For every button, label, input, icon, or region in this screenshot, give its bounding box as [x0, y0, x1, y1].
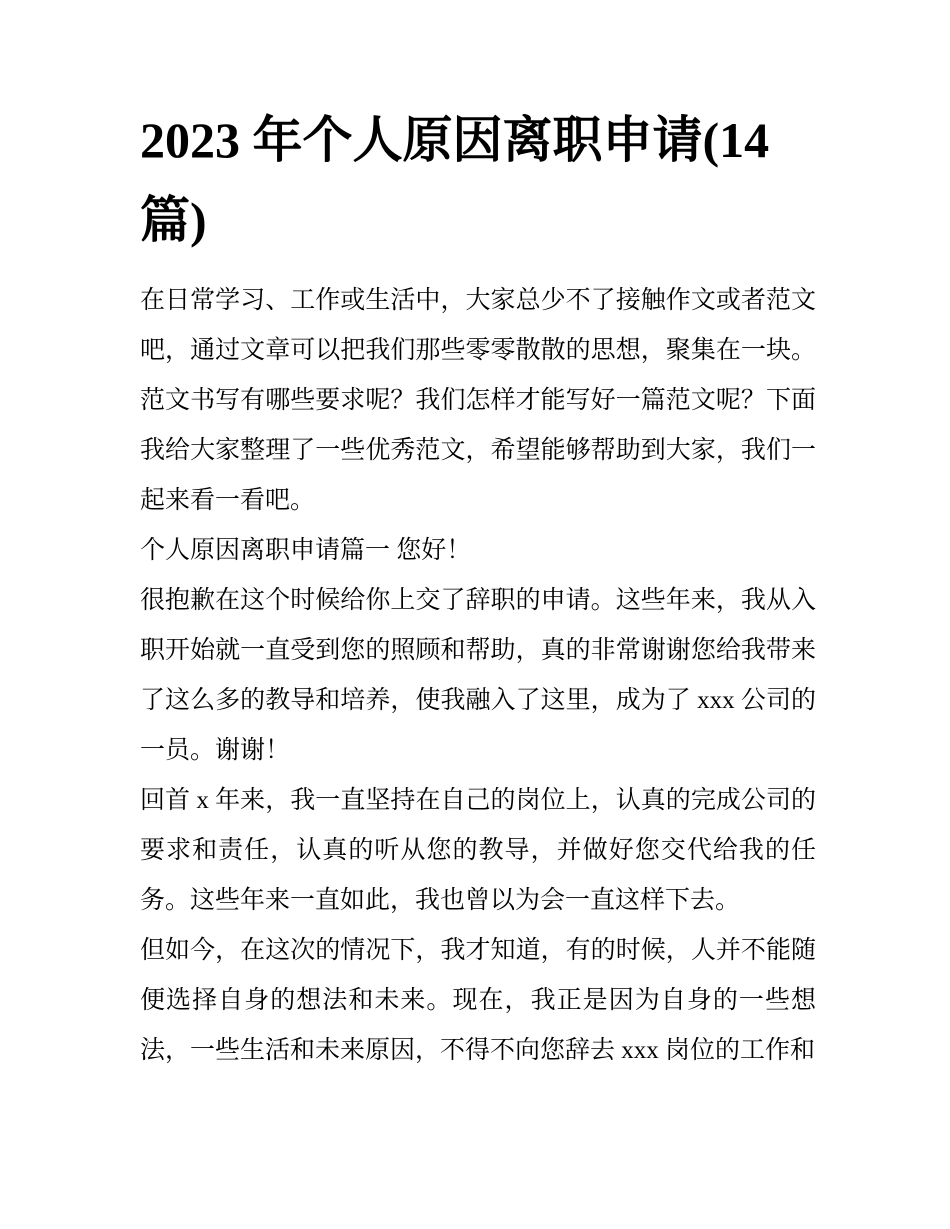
paragraph-apology: 很抱歉在这个时候给你上交了辞职的申请。这些年来，我从入职开始就一直受到您的照顾和帮助，真的非常谢谢您给我带来了这么多的教导和培养，使我融入了这里，成为了 xxx 公司的一员。谢谢！	[140, 587, 816, 764]
paragraph-resignation-reason: 但如今，在这次的情况下，我才知道，有的时候，人并不能随便选择自身的想法和未来。现在，我正是因为自身的一些想法，一些生活和未来原因，不得不向您辞去 xxx 岗位的工作和	[140, 937, 816, 1064]
paragraph-section-heading: 个人原因离职申请篇一 您好！	[140, 537, 472, 564]
paragraph-review: 回首 x 年来，我一直坚持在自己的岗位上，认真的完成公司的要求和责任，认真的听从您的教导，并做好您交代给我的任务。这些年来一直如此，我也曾以为会一直这样下去。	[140, 787, 816, 914]
document-title: 2023 年个人原因离职申请(14 篇)	[140, 112, 770, 248]
document-body	[140, 276, 816, 1076]
paragraph-intro: 在日常学习、工作或生活中，大家总少不了接触作文或者范文吧，通过文章可以把我们那些零零散散的思想，聚集在一块。范文书写有哪些要求呢？我们怎样才能写好一篇范文呢？下面我给大家整理了一些优秀范文，希望能够帮助到大家，我们一起来看一看吧。	[140, 287, 816, 514]
